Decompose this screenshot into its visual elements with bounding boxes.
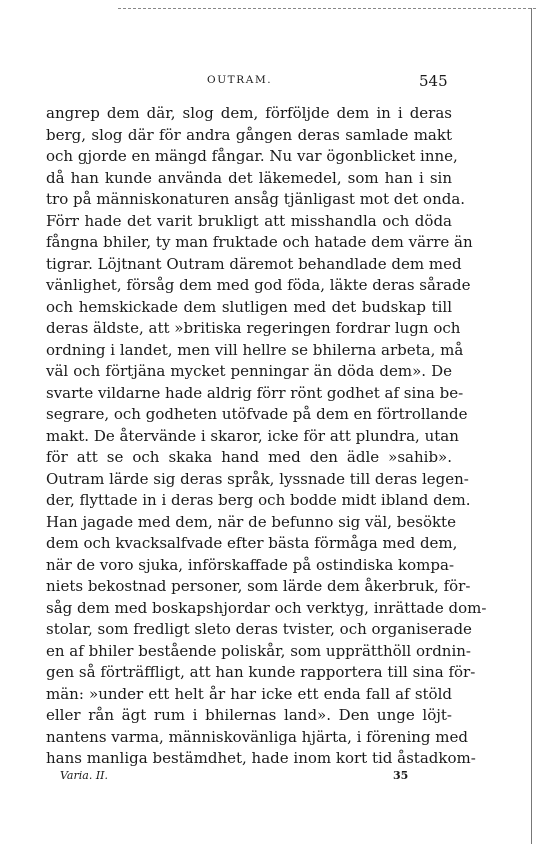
page-footer	[46, 769, 452, 785]
text-line: Outram lärde sig deras språk, lyssnade till deras legen-	[46, 469, 469, 488]
text-line: Förr hade det varit brukligt att misshandla och döda	[46, 211, 452, 230]
text-line: för att se och skaka hand med den ädle »sahib».	[46, 448, 452, 466]
page-number: 545	[419, 72, 448, 90]
text-line: makt. De återvände i skaror, icke för att plundra, utan	[46, 426, 459, 445]
text-line: berg, slog där för andra gången deras samlade makt	[46, 125, 452, 144]
body-text	[46, 103, 487, 770]
text-line: gen så förträffligt, att han kunde rapportera till sina för-	[46, 663, 476, 681]
running-head	[0, 74, 544, 90]
text-line: deras äldste, att »britiska regeringen fordrar lugn och	[46, 319, 461, 337]
text-line: svarte vildarne hade aldrig förr rönt godhet af sina be-	[46, 383, 464, 402]
running-title: OUTRAM.	[207, 74, 273, 86]
signature-mark: Varia. II.	[60, 769, 109, 782]
text-line: eller rån ägt rum i bhilernas land». Den unge löjt-	[46, 706, 452, 724]
text-line: nantens varma, människovänliga hjärta, i förening med	[46, 727, 468, 746]
text-line: fångna bhiler, ty man fruktade och hatade dem värre än	[46, 233, 473, 251]
text-line: män: »under ett helt år har icke ett enda fall af stöld	[46, 684, 452, 703]
text-line: tigrar. Löjtnant Outram däremot behandlade dem med	[46, 254, 462, 273]
text-line: ordning i landet, men vill hellre se bhilerna arbeta, må	[46, 340, 464, 359]
page-edge-line	[531, 8, 532, 844]
text-line: Han jagade med dem, när de befunno sig väl, besökte	[46, 512, 456, 531]
top-edge-rule	[118, 8, 536, 9]
text-line: vänlighet, försåg dem med god föda, läkte deras sårade	[46, 276, 471, 294]
text-line: segrare, och godheten utöfvade på dem en förtrollande	[46, 405, 468, 423]
text-line: angrep dem där, slog dem, förföljde dem in i deras	[46, 104, 452, 122]
text-line: väl och förtjäna mycket penningar än döda dem». De	[46, 362, 452, 380]
text-line: en af bhiler bestående poliskår, som upprätthöll ordnin-	[46, 641, 471, 660]
text-line: och hemskickade dem slutligen med det budskap till	[46, 297, 452, 316]
text-line: och gjorde en mängd fångar. Nu var ögonblicket inne,	[46, 147, 458, 165]
signature-number: 35	[393, 769, 409, 782]
text-line: dem och kvacksalfvade efter bästa förmåga med dem,	[46, 534, 458, 552]
text-line: hans manliga bestämdhet, hade inom kort tid åstadkom-	[46, 749, 476, 767]
text-line: när de voro sjuka, införskaffade på ostindiska kompa-	[46, 555, 455, 574]
text-line: niets bekostnad personer, som lärde dem åkerbruk, för-	[46, 577, 471, 595]
text-line: stolar, som fredligt sleto deras tvister, och organiserade	[46, 620, 472, 638]
text-line: tro på människonaturen ansåg tjänligast mot det onda.	[46, 190, 466, 208]
text-line: då han kunde använda det läkemedel, som han i sin	[46, 168, 452, 187]
text-line: der, flyttade in i deras berg och bodde midt ibland dem.	[46, 491, 471, 509]
text-line: såg dem med boskapshjordar och verktyg, inrättade dom-	[46, 598, 487, 617]
